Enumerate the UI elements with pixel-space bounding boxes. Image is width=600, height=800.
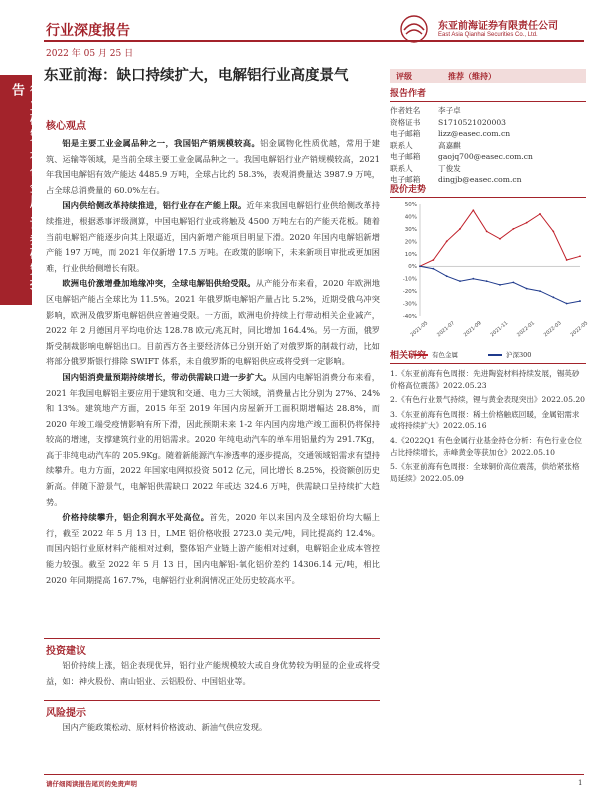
- y-tick-label: 50%: [404, 202, 417, 208]
- data-point: [566, 259, 568, 261]
- risk-label: 风险提示: [46, 708, 86, 719]
- analyst-row: 电子邮箱 dingjb@easec.com.cn: [390, 175, 522, 184]
- analyst-row: 资格证书 S1710521020003: [390, 117, 507, 127]
- x-tick-label: 2022-01: [516, 320, 536, 339]
- x-tick-label: 2022-05: [569, 320, 590, 339]
- paragraph-1: 铝是主要工业金属品种之一，我国铝产销规模较高。铝金属物化性质优越，常用于建筑、运输等领域，是当前全球主要工业金属品种之一。我国电解铝行业产销规模较高，2021 年我国电解铝有效产能达 4485.9 万吨，全球占比约 58.3%，表观消费量达 3987.9 万吨，占全球总消费量的 60.0%左右。: [46, 138, 380, 195]
- analyst-row: 电子邮箱 gaojq700@easec.com.cn: [390, 152, 533, 161]
- price-chart-section: [390, 182, 590, 359]
- data-point: [446, 240, 448, 242]
- x-tick-label: 2021-05: [409, 320, 430, 339]
- related-section: [390, 348, 586, 487]
- analysts-label: 报告作者: [390, 89, 427, 99]
- data-point: [459, 228, 461, 230]
- data-point: [512, 282, 514, 284]
- data-point: [459, 280, 461, 282]
- investment-label: 投资建议: [46, 646, 86, 657]
- investment-divider: [44, 638, 380, 639]
- paragraph-3: 欧洲电价激增叠加地缘冲突，全球电解铝供给受限。从产能分布来看，2020 年欧洲地区电解铝产能占全球比为 11.5%。2021 年俄罗斯电解铝产量占比 5.2%，近期受俄乌冲突影响，欧洲及俄罗斯电解铝供应普遍受限。一方面，欧洲电价持续上行带动相关企业减产，2022 年 2 月德国月平均电价达 128.78 欧元/兆瓦时，同比增加 164.4%。另一方面，俄罗斯受制裁影响电解铝出口。目前西方各主要经济体已分别开始了对俄罗斯的制裁行动，比如将部分俄罗斯银行排除 SWIFT 体系，未自俄罗斯的电解铝供应或将受到一定影响。: [46, 278, 380, 367]
- y-tick-label: -10%: [402, 276, 417, 283]
- related-item[interactable]: 3.《东亚前海有色周报：稀土价格触底回暖，金属铝需求或将持续扩大》2022.05.16: [390, 409, 580, 431]
- legend-index: 沪深300: [488, 350, 531, 359]
- data-point: [486, 280, 488, 282]
- core-view-body: [46, 136, 380, 588]
- analyst-row: 作者姓名 李子卓: [390, 106, 461, 115]
- page-title: 东亚前海：缺口持续扩大，电解铝行业高度景气: [44, 68, 349, 84]
- related-item[interactable]: 1.《东亚前海有色周报：先进陶瓷材料持续发展，锡英砂价格高位震荡》2022.05.23: [390, 369, 580, 390]
- x-tick-label: 2021-11: [489, 320, 510, 339]
- analyst-row: 电子邮箱 lizz@easec.com.cn: [390, 129, 511, 138]
- y-tick-label: -40%: [402, 314, 417, 320]
- risk-text: 国内产能政策松动、原材料价格波动、新油气供应发现。: [62, 722, 268, 732]
- investment-text: 铝价持续上涨，铝企表现优异，铝行业产能规模较大或自身优势较为明显的企业或将受益，如：神火股份、南山铝业、云铝股份、中国铝业等。: [46, 660, 380, 686]
- data-point: [432, 268, 434, 270]
- data-point: [539, 290, 541, 292]
- footer-disclaimer: 请仔细阅读报告尾页的免责声明: [46, 780, 137, 788]
- y-tick-label: 0%: [408, 264, 417, 271]
- company-name-cn: 东亚前海证券有限责任公司: [438, 21, 558, 32]
- data-point: [539, 213, 541, 215]
- rating-value: 推荐（维持）: [448, 72, 496, 81]
- data-point: [419, 265, 421, 267]
- data-point: [552, 296, 554, 298]
- y-tick-label: 10%: [404, 251, 417, 258]
- related-label: 相关研究: [390, 351, 427, 361]
- paragraph-5: 价格持续攀升，铝企利润水平处高位。首先，2020 年以来国内及全球铝价均大幅上行，截至 2022 年 5 月 13 日，LME 铝价格收报 2723.0 美元/吨，同比提高约 12.4%。而国内铝行业原材料产能相对过剩，整体铝产业链上游产能相对过剩，电解铝企业成本管控能力较强。截至 2022 年 5 月 13 日，国内电解铝-氧化铝价差约 14306.14 元/吨，相比 2020 年同期提高 167.7%，电解铝行业利润情况正处历史较高水平。: [46, 512, 380, 585]
- data-point: [552, 230, 554, 232]
- legend-industry: 有色金属: [414, 350, 458, 359]
- risk-body: [46, 720, 380, 736]
- data-point: [499, 284, 501, 286]
- risk-divider: [44, 700, 380, 701]
- x-tick-label: 2021-09: [462, 320, 483, 339]
- core-view-label: 核心观点: [46, 121, 86, 132]
- data-point: [499, 238, 501, 240]
- analyst-row: 联系人 丁俊发: [390, 163, 461, 173]
- related-item[interactable]: 2.《有色行业景气持续，锂与黄金表现突出》2022.05.20: [390, 395, 586, 405]
- y-tick-label: -20%: [402, 289, 417, 296]
- data-point: [432, 259, 434, 261]
- related-item[interactable]: 5.《东亚前海有色周报：全球铜价高位震荡，供给紧张格局延续》2022.05.09: [390, 462, 580, 483]
- data-point: [579, 255, 581, 257]
- data-point: [579, 300, 581, 302]
- data-point: [446, 275, 448, 277]
- paragraph-2: 国内供给侧改革持续推进，铝行业存在产能上限。近年来我国电解铝行业供给侧改革持续推进，根据悉事评级测算，中国电解铝行业或将触及 4500 万吨左右的产能天花板。随着当前电解铝产能逐步向其上限逼近，国内新增产能项目明显下滑。2020 年国内电解铝新增产能 197 万吨，而 2021 年仅新增 17.5 万吨。在政策的影响下，未来新项目审批或更加困难，行业供给侧增长有限。: [46, 200, 380, 273]
- report-date: 2022 年 05 月 25 日: [46, 49, 134, 59]
- y-tick-label: 40%: [404, 214, 417, 221]
- footer-divider: [44, 774, 584, 775]
- header-divider: [44, 40, 584, 42]
- page-number: 1: [578, 779, 583, 787]
- analysts-section: [390, 86, 586, 186]
- company-name-en: East Asia Qianhai Securities Co., Ltd.: [438, 32, 538, 38]
- rating-label: 评级: [396, 72, 412, 81]
- price-chart: [390, 198, 590, 346]
- x-tick-label: 2022-03: [542, 320, 563, 339]
- related-list: [390, 368, 586, 484]
- investment-body: [46, 658, 380, 689]
- sidebar-text: 行业研究·有色金属·证券研究报告: [9, 83, 42, 292]
- x-tick-label: 2021-07: [436, 320, 456, 339]
- paragraph-4: 国内铝消费量预期持续增长，带动供需缺口进一步扩大。从国内电解铝消费分布来看，2021 年我国电解铝主要应用于建筑和交通、电力三大领域，消费量占比分别为 27%、24%和 13%。建筑地产方面，2015 年至 2019 年国内房屋新开工面积期增幅达 28.8%，而 2020 年竣工端受疫情影响有所下滑，因此预期未来 1-2 年内国内房地产竣工面积仍将保持较高的增速，支撑建筑行业的用铝需求。2020 年纯电动汽车的单车用铝量约为 291.7Kg，高于非纯电动汽车的 205.9Kg。随着新能源汽车渗透率的逐步提高，交通领域铝需求有望持续攀升。电力方面，2022 年国家电网拟投资 5012 亿元，同比增长 8.25%，投资额创历史新高。伴随下游景气，电解铝供需缺口 2022 年或达 324.6 万吨，供需缺口呈持续扩大趋势。: [46, 371, 380, 507]
- data-point: [526, 288, 528, 290]
- y-tick-label: 20%: [404, 239, 417, 246]
- company-logo-icon: [394, 14, 434, 44]
- data-point: [566, 303, 568, 305]
- analysts-divider: [390, 101, 586, 102]
- related-item[interactable]: 4.《2022Q1 有色金属行业基金持仓分析：有色行业仓位占比持续增长，赤峰黄金等获加仓》2022.05.10: [390, 435, 582, 457]
- sidebar-category: [0, 75, 42, 305]
- y-tick-label: -30%: [402, 301, 417, 308]
- data-point: [526, 222, 528, 224]
- analyst-row: 联系人 高嘉麒: [390, 140, 461, 150]
- data-point: [486, 230, 488, 232]
- data-point: [472, 209, 474, 211]
- data-point: [512, 228, 514, 230]
- y-tick-label: 30%: [404, 226, 417, 233]
- price-chart-label: 股价走势: [390, 185, 427, 195]
- data-point: [472, 278, 474, 280]
- rating-box: [390, 69, 586, 83]
- report-type: 行业深度报告: [46, 23, 130, 39]
- related-divider: [390, 363, 586, 364]
- analyst-list: [390, 105, 586, 186]
